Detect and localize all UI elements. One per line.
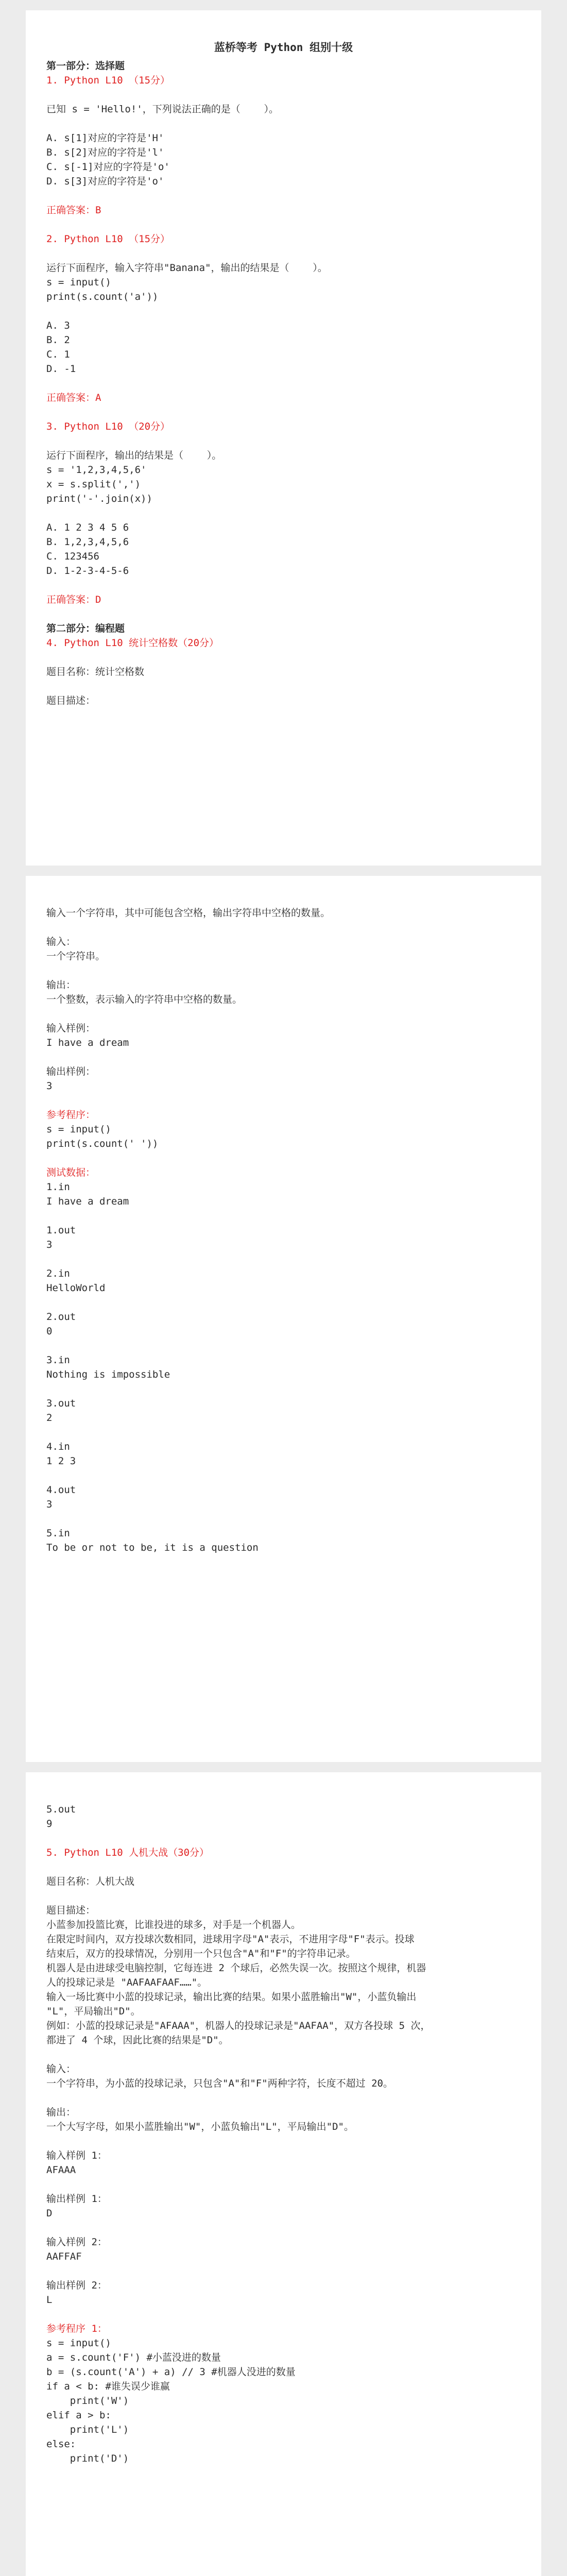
- text-line: 5.in: [46, 1528, 70, 1539]
- highlight-line: 2. Python L10 （15分）: [46, 233, 170, 245]
- text-line: 5.out: [46, 1804, 76, 1815]
- text-line: print('L'): [46, 2424, 129, 2435]
- section-heading: 第一部分：选择题: [46, 60, 125, 72]
- text-line: 3: [46, 1239, 53, 1250]
- text-line: A. s[1]对应的字符是'H': [46, 132, 164, 144]
- highlight-line: 1. Python L10 （15分）: [46, 75, 170, 86]
- text-line: print('W'): [46, 2395, 129, 2406]
- blank-line: [46, 434, 521, 448]
- text-line: 人的投球记录是 "AAFAAFAAF……"。: [46, 1977, 208, 1988]
- blank-line: [46, 506, 521, 520]
- text-line: 一个字符串，为小蓝的投球记录，只包含"A"和"F"两种字符，长度不超过 20。: [46, 2078, 393, 2089]
- text-line: 题目描述：: [46, 1905, 96, 1916]
- text-line: if a < b: #谁失误少谁赢: [46, 2381, 170, 2392]
- blank-line: [46, 2307, 521, 2321]
- blank-line: [46, 1007, 521, 1021]
- blank-line: [46, 1338, 521, 1353]
- text-line: 输出样例 2：: [46, 2280, 107, 2291]
- text-line: 2.in: [46, 1268, 70, 1279]
- blank-line: [46, 1860, 521, 1874]
- page-3-content: [46, 1802, 521, 2466]
- text-line: 输入样例 2：: [46, 2236, 107, 2248]
- blank-line: [46, 607, 521, 621]
- text-line: 输入一个字符串，其中可能包含空格，输出字符串中空格的数量。: [46, 907, 331, 919]
- text-line: 4.out: [46, 1484, 76, 1496]
- text-line: 输入样例：: [46, 1023, 96, 1034]
- blank-line: [46, 1889, 521, 1903]
- text-line: 输出：: [46, 979, 76, 991]
- document-page-2: [26, 876, 541, 1762]
- highlight-line: 正确答案：A: [46, 392, 101, 403]
- page-1-content: [46, 59, 521, 708]
- text-line: 输出样例 1：: [46, 2193, 107, 2205]
- highlight-line: 正确答案：B: [46, 205, 101, 216]
- text-line: 9: [46, 1818, 53, 1829]
- blank-line: [46, 679, 521, 693]
- text-line: B. 2: [46, 334, 70, 346]
- text-line: 题目名称：统计空格数: [46, 666, 145, 677]
- blank-line: [46, 2091, 521, 2105]
- text-line: 在限定时间内，双方投球次数相同，进球用字母"A"表示，不进用字母"F"表示。投球: [46, 1934, 415, 1945]
- text-line: A. 1 2 3 4 5 6: [46, 522, 129, 533]
- highlight-line: 参考程序 1：: [46, 2323, 107, 2334]
- text-line: AAFFAF: [46, 2251, 82, 2262]
- blank-line: [46, 2134, 521, 2148]
- blank-line: [46, 1468, 521, 1483]
- text-line: x = s.split(','): [46, 479, 141, 490]
- blank-line: [46, 1831, 521, 1845]
- text-line: print('-'.join(x)): [46, 493, 152, 504]
- text-line: print('D'): [46, 2453, 129, 2464]
- text-line: s = '1,2,3,4,5,6': [46, 464, 147, 476]
- text-line: 题目描述：: [46, 695, 96, 706]
- text-line: 0: [46, 1326, 53, 1337]
- blank-line: [46, 1252, 521, 1266]
- text-line: HelloWorld: [46, 1282, 106, 1294]
- text-line: D: [46, 2208, 53, 2219]
- text-line: A. 3: [46, 320, 70, 331]
- text-line: 例如：小蓝的投球记录是"AFAAA"，机器人的投球记录是"AAFAA"，双方各投球 5 次，: [46, 2020, 431, 2031]
- blank-line: [46, 1093, 521, 1108]
- text-line: 3.in: [46, 1354, 70, 1366]
- text-line: 输入：: [46, 2063, 76, 2075]
- text-line: 3: [46, 1080, 53, 1092]
- text-line: s = input(): [46, 2337, 111, 2349]
- blank-line: [46, 189, 521, 203]
- blank-line: [46, 1382, 521, 1396]
- text-line: I have a dream: [46, 1196, 129, 1207]
- text-line: 输入：: [46, 936, 76, 947]
- blank-line: [46, 405, 521, 419]
- document-page-3: [26, 1772, 541, 2576]
- text-line: 运行下面程序，输出的结果是（ ）。: [46, 450, 222, 461]
- document-title: 蓝桥等考 Python 组别十级: [214, 41, 353, 54]
- blank-line: [46, 578, 521, 592]
- blank-line: [46, 116, 521, 131]
- text-line: 4.in: [46, 1441, 70, 1452]
- blank-line: [46, 1209, 521, 1223]
- blank-line: [46, 246, 521, 261]
- text-line: I have a dream: [46, 1037, 129, 1048]
- text-line: To be or not to be, it is a question: [46, 1542, 259, 1553]
- text-line: 结束后，双方的投球情况，分别用一个只包含"A"和"F"的字符串记录。: [46, 1948, 356, 1959]
- text-line: Nothing is impossible: [46, 1369, 170, 1380]
- text-line: C. s[-1]对应的字符是'o': [46, 161, 170, 173]
- blank-line: [46, 88, 521, 102]
- highlight-line: 正确答案：D: [46, 594, 101, 605]
- text-line: else:: [46, 2438, 76, 2450]
- text-line: 输入样例 1：: [46, 2150, 107, 2161]
- text-line: B. 1,2,3,4,5,6: [46, 536, 129, 548]
- text-line: 输出样例：: [46, 1066, 96, 1077]
- blank-line: [46, 650, 521, 665]
- text-line: 2: [46, 1412, 53, 1423]
- text-line: 运行下面程序，输入字符串"Banana"，输出的结果是（ ）。: [46, 262, 328, 274]
- text-line: D. -1: [46, 363, 76, 375]
- blank-line: [46, 963, 521, 978]
- blank-line: [46, 217, 521, 232]
- text-line: 一个大写字母，如果小蓝胜输出"W"，小蓝负输出"L"，平局输出"D"。: [46, 2121, 354, 2132]
- text-line: B. s[2]对应的字符是'l': [46, 147, 164, 158]
- text-line: 2.out: [46, 1311, 76, 1323]
- text-line: s = input(): [46, 277, 111, 288]
- text-line: 1 2 3: [46, 1455, 76, 1467]
- text-line: 一个字符串。: [46, 951, 106, 962]
- text-line: a = s.count('F') #小蓝没进的数量: [46, 2352, 221, 2363]
- blank-line: [46, 304, 521, 318]
- text-line: b = (s.count('A') + a) // 3 #机器人没进的数量: [46, 2366, 296, 2378]
- text-line: 已知 s = 'Hello!'，下列说法正确的是（ ）。: [46, 104, 279, 115]
- blank-line: [46, 2221, 521, 2235]
- text-line: print(s.count('a')): [46, 291, 159, 302]
- text-line: 输出：: [46, 2107, 76, 2118]
- highlight-line: 参考程序：: [46, 1109, 96, 1121]
- text-line: 3.out: [46, 1398, 76, 1409]
- text-line: D. 1-2-3-4-5-6: [46, 565, 129, 577]
- document-page-1: [26, 10, 541, 866]
- highlight-line: 4. Python L10 统计空格数（20分）: [46, 637, 219, 649]
- blank-line: [46, 2177, 521, 2192]
- text-line: 一个整数，表示输入的字符串中空格的数量。: [46, 994, 243, 1005]
- text-line: 输入一场比赛中小蓝的投球记录，输出比赛的结果。如果小蓝胜输出"W"，小蓝负输出: [46, 1991, 417, 2003]
- text-line: s = input(): [46, 1124, 111, 1135]
- text-line: L: [46, 2294, 53, 2306]
- blank-line: [46, 1512, 521, 1526]
- text-line: 都进了 4 个球，因此比赛的结果是"D"。: [46, 2035, 229, 2046]
- text-line: AFAAA: [46, 2164, 76, 2176]
- text-line: 题目名称：人机大战: [46, 1876, 135, 1887]
- blank-line: [46, 2264, 521, 2278]
- highlight-line: 测试数据：: [46, 1167, 96, 1178]
- text-line: print(s.count(' ')): [46, 1138, 159, 1149]
- highlight-line: 3. Python L10 （20分）: [46, 421, 170, 432]
- blank-line: [46, 920, 521, 935]
- section-heading: 第二部分：编程题: [46, 623, 125, 634]
- text-line: 1.out: [46, 1225, 76, 1236]
- blank-line: [46, 1050, 521, 1064]
- text-line: 3: [46, 1499, 53, 1510]
- text-line: C. 123456: [46, 551, 99, 562]
- page-2-content: [46, 906, 521, 1555]
- blank-line: [46, 2047, 521, 2062]
- text-line: 小蓝参加投篮比赛，比谁投进的球多，对手是一个机器人。: [46, 1919, 301, 1930]
- text-line: 1.in: [46, 1181, 70, 1193]
- highlight-line: 5. Python L10 人机大战（30分）: [46, 1847, 210, 1858]
- blank-line: [46, 1151, 521, 1165]
- blank-line: [46, 1425, 521, 1439]
- text-line: D. s[3]对应的字符是'o': [46, 176, 164, 187]
- blank-line: [46, 1295, 521, 1310]
- text-line: C. 1: [46, 349, 70, 360]
- text-line: 机器人是由进球受电脑控制，它每连进 2 个球后，必然失误一次。按照这个规律，机器: [46, 1962, 426, 1974]
- text-line: elif a > b:: [46, 2410, 111, 2421]
- blank-line: [46, 376, 521, 391]
- text-line: "L"，平局输出"D"。: [46, 2006, 141, 2017]
